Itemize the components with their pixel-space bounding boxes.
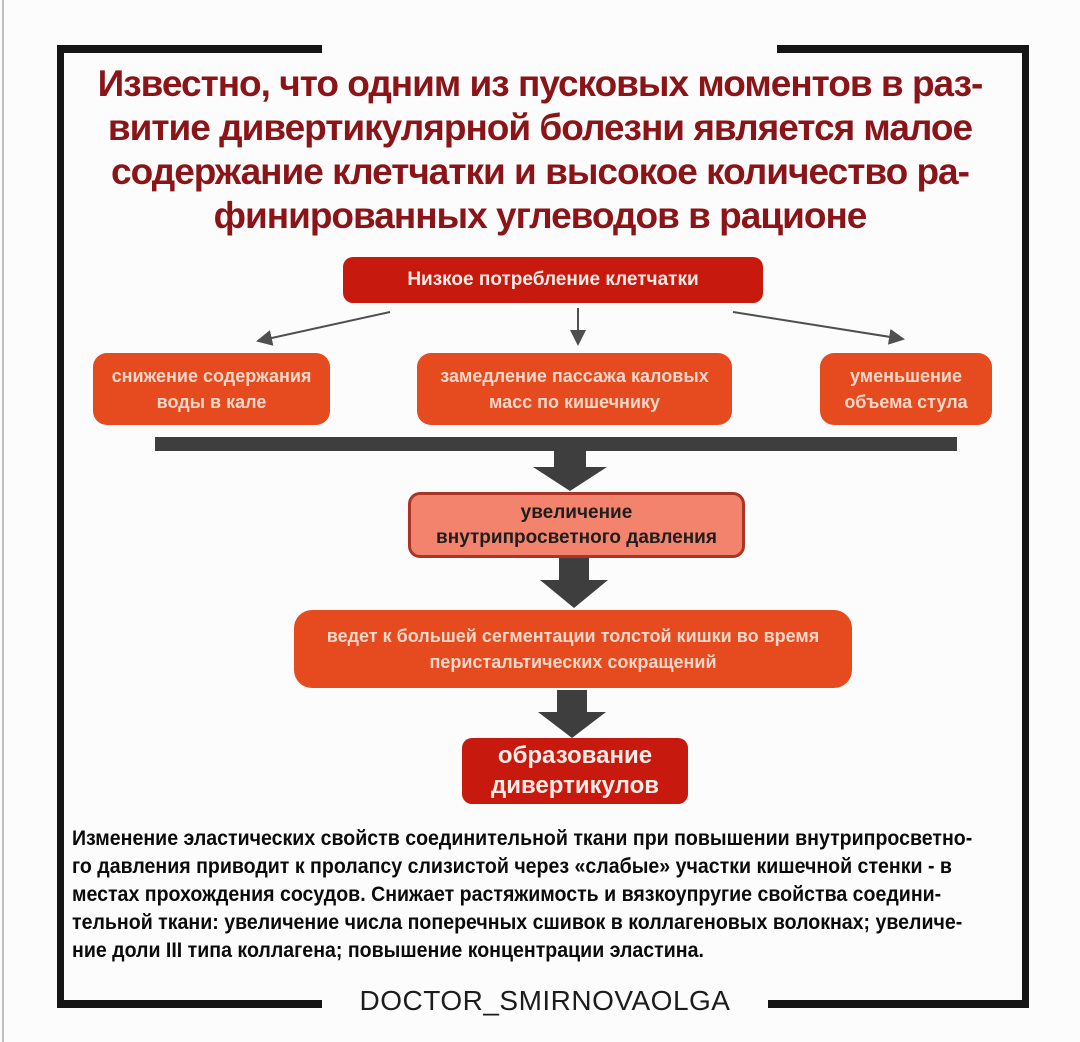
frame-border-left (57, 45, 64, 1008)
branch-box-line: объема стула (844, 392, 968, 412)
branch-box-line: масс по кишечнику (488, 392, 661, 412)
root-cause-box (343, 257, 763, 303)
infographic-title (65, 62, 1015, 238)
branch-box-line: воды в кале (156, 392, 267, 412)
pressure-box-line: внутрипросветного давления (436, 527, 717, 548)
branch-arrow-right-icon (733, 312, 903, 339)
branch-box-line: снижение содержания (111, 366, 312, 386)
author-handle: DOCTOR_SMIRNOVAOLGA (359, 985, 731, 1016)
frame-border-right (1022, 45, 1029, 1008)
page-edge-line (2, 0, 4, 1042)
result-box-line: образование (497, 742, 653, 769)
explanation-paragraph (72, 824, 1017, 964)
paragraph-line: го давления приводит к пролапсу слизистой через «слабые» участки кишечной стенки - в (72, 854, 952, 878)
branch-arrow-left-icon (258, 312, 390, 341)
frame-border-bottom-right (768, 1000, 1029, 1008)
segmentation-box-line: перистальтических сокращений (429, 652, 717, 672)
branch-box-slow-passage (417, 353, 732, 425)
down-arrow-icon (540, 558, 608, 608)
title-line: содержание клетчатки и высокое количество ра- (111, 151, 969, 192)
title-line: Известно, что одним из пусковых моментов в раз- (97, 63, 983, 104)
branch-box-line: уменьшение (850, 366, 962, 386)
segmentation-box (294, 610, 852, 688)
paragraph-line: местах прохождения сосудов. Снижает растяжимость и вязкоупругие свойства соедини- (72, 882, 942, 906)
branch-box-water-reduction (93, 353, 330, 425)
paragraph-line: тельной ткани: увеличение числа поперечных сшивок в коллагеновых волокнах; увеличе- (72, 910, 963, 934)
root-cause-label: Низкое потребление клетчатки (407, 269, 699, 290)
pressure-box-line: увеличение (520, 502, 633, 523)
diverticula-formation-box (462, 738, 688, 804)
frame-border-top-left (57, 45, 322, 53)
down-arrow-icon (538, 690, 606, 738)
title-line: витие дивертикулярной болезни является малое (107, 107, 973, 148)
pressure-increase-box (408, 492, 745, 558)
paragraph-line: Изменение эластических свойств соединительной ткани при повышении внутрипросветно- (72, 826, 973, 850)
frame-border-bottom-left (57, 1000, 322, 1008)
frame-border-top-right (777, 45, 1029, 53)
collector-bar (155, 437, 957, 451)
title-line: финированных углеводов в рационе (213, 195, 867, 236)
branch-box-line: замедление пассажа каловых (440, 366, 709, 386)
paragraph-line: ние доли III типа коллагена; повышение концентрации эластина. (72, 938, 704, 962)
branch-box-stool-volume (820, 353, 992, 425)
down-arrow-icon (533, 450, 607, 491)
segmentation-box-line: ведет к большей сегментации толстой кишки во время (326, 626, 820, 646)
result-box-line: дивертикулов (490, 772, 659, 799)
